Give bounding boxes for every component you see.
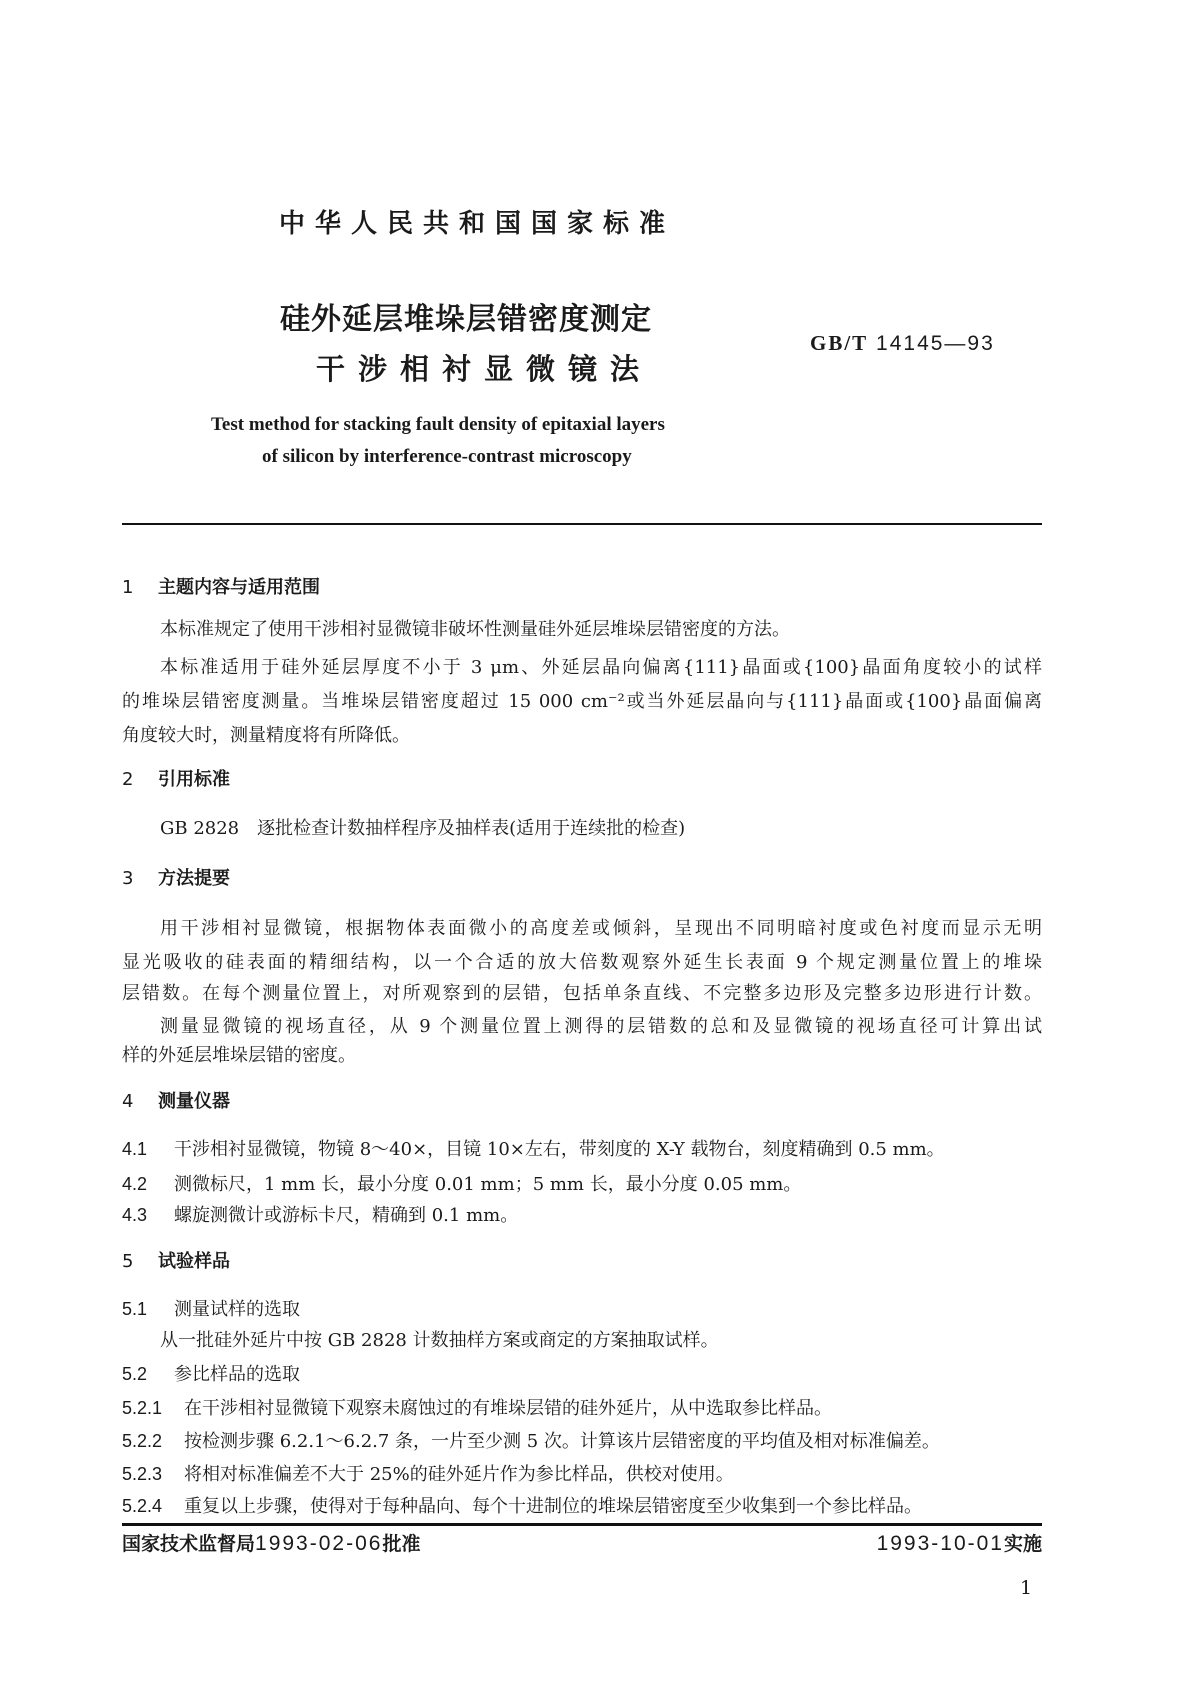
effective-date: 1993-10-01	[876, 1532, 1004, 1555]
item-number: 5.2.1	[122, 1398, 163, 1418]
code-prefix: GB/T	[810, 331, 869, 355]
paragraph-line: 显光吸收的硅表面的精细结构，以一个合适的放大倍数观察外延生长表面 9 个规定测量位置上的堆垛	[122, 952, 1042, 973]
section-title: 测量仪器	[158, 1091, 230, 1112]
section-title: 引用标准	[158, 769, 230, 790]
paragraph-line: 角度较大时，测量精度将有所降低。	[122, 725, 410, 746]
section-2-heading	[122, 768, 230, 792]
item-text: 螺旋测微计或游标卡尺，精确到 0.1 mm。	[174, 1205, 519, 1226]
referenced-standard: GB 2828 逐批检查计数抽样程序及抽样表(适用于连续批的检查)	[160, 818, 686, 839]
section-number: 4	[122, 1091, 134, 1112]
section-title: 方法提要	[158, 868, 230, 889]
section-number: 3	[122, 868, 134, 889]
section-5-heading	[122, 1250, 230, 1274]
paragraph-line: 用干涉相衬显微镜，根据物体表面微小的高度差或倾斜，呈现出不同明暗衬度或色衬度而显示无明	[160, 918, 1042, 939]
page-number: 1	[1020, 1577, 1033, 1599]
paragraph-line: 从一批硅外延片中按 GB 2828 计数抽样方案或商定的方案抽取试样。	[160, 1330, 719, 1351]
section-3-heading	[122, 867, 230, 891]
section-4-heading	[122, 1090, 230, 1114]
paragraph-line: 本标准规定了使用干涉相衬显微镜非破坏性测量硅外延层堆垛层错密度的方法。	[160, 619, 790, 640]
list-item	[122, 1462, 734, 1486]
paragraph-line: 层错数。在每个测量位置上，对所观察到的层错，包括单条直线、不完整多边形及完整多边形进行计数。	[122, 983, 1042, 1004]
title-line1: 硅外延层堆垛层错密度测定	[280, 302, 652, 337]
item-text: 在干涉相衬显微镜下观察未腐蚀过的有堆垛层错的硅外延片，从中选取参比样品。	[184, 1398, 832, 1419]
list-item	[122, 1172, 801, 1196]
section-number: 5	[122, 1251, 134, 1272]
standard-type: 中华人民共和国国家标准	[279, 209, 676, 239]
code-number: 14145—93	[876, 332, 995, 355]
paragraph-line: 测量显微镜的视场直径，从 9 个测量位置上测得的层错数的总和及显微镜的视场直径可计算出试	[160, 1016, 1042, 1037]
approval-info	[122, 1532, 420, 1556]
item-text: 测微标尺，1 mm 长，最小分度 0.01 mm；5 mm 长，最小分度 0.05 mm。	[174, 1174, 802, 1195]
item-number: 5.2	[122, 1364, 148, 1384]
item-number: 4.2	[122, 1174, 148, 1194]
item-text: 将相对标准偏差不大于 25%的硅外延片作为参比样品，供校对使用。	[184, 1464, 734, 1485]
item-text: 干涉相衬显微镜，物镜 8～40×，目镜 10×左右，带刻度的 X-Y 载物台，刻度精确到 0.5 mm。	[174, 1139, 945, 1160]
item-number: 5.2.4	[122, 1496, 163, 1516]
list-item	[122, 1396, 832, 1420]
section-title: 试验样品	[158, 1251, 230, 1272]
title-line2: 干涉相衬显微镜法	[316, 352, 653, 386]
approval-label: 批准	[382, 1533, 421, 1555]
section-title: 主题内容与适用范围	[158, 577, 320, 598]
list-item	[122, 1429, 940, 1453]
list-item	[122, 1297, 300, 1321]
item-number: 5.1	[122, 1299, 148, 1319]
approval-org: 国家技术监督局	[122, 1533, 256, 1555]
item-text: 测量试样的选取	[174, 1299, 300, 1320]
item-text: 按检测步骤 6.2.1～6.2.7 条，一片至少测 5 次。计算该片层错密度的平均值及相对标准偏差。	[184, 1431, 940, 1452]
english-title-line1: Test method for stacking fault density of epitaxial layers	[211, 414, 665, 435]
paragraph-line: 的堆垛层错密度测量。当堆垛层错密度超过 15 000 cm⁻²或当外延层晶向与{111}晶面或{100}晶面偏离	[122, 691, 1042, 712]
list-item	[122, 1137, 945, 1161]
item-number: 5.2.2	[122, 1431, 163, 1451]
paragraph-line: 本标准适用于硅外延层厚度不小于 3 μm、外延层晶向偏离{111}晶面或{100}晶面角度较小的试样	[160, 657, 1042, 678]
footer-rule	[122, 1523, 1042, 1526]
section-number: 2	[122, 769, 134, 790]
header-rule	[122, 523, 1042, 525]
standard-code	[810, 331, 995, 355]
section-1-heading	[122, 576, 320, 600]
list-item	[122, 1203, 518, 1227]
item-text: 重复以上步骤，使得对于每种晶向、每个十进制位的堆垛层错密度至少收集到一个参比样品。	[184, 1496, 922, 1517]
paragraph-line: 样的外延层堆垛层错的密度。	[122, 1045, 356, 1066]
effective-label: 实施	[1003, 1533, 1042, 1555]
item-text: 参比样品的选取	[174, 1364, 300, 1385]
english-title-line2: of silicon by interference-contrast microscopy	[262, 446, 632, 467]
item-number: 4.3	[122, 1205, 148, 1225]
approval-date: 1993-02-06	[255, 1532, 383, 1555]
list-item	[122, 1494, 922, 1518]
list-item	[122, 1362, 300, 1386]
item-number: 4.1	[122, 1139, 148, 1159]
item-number: 5.2.3	[122, 1464, 163, 1484]
effective-info	[877, 1532, 1042, 1556]
section-number: 1	[122, 577, 134, 598]
